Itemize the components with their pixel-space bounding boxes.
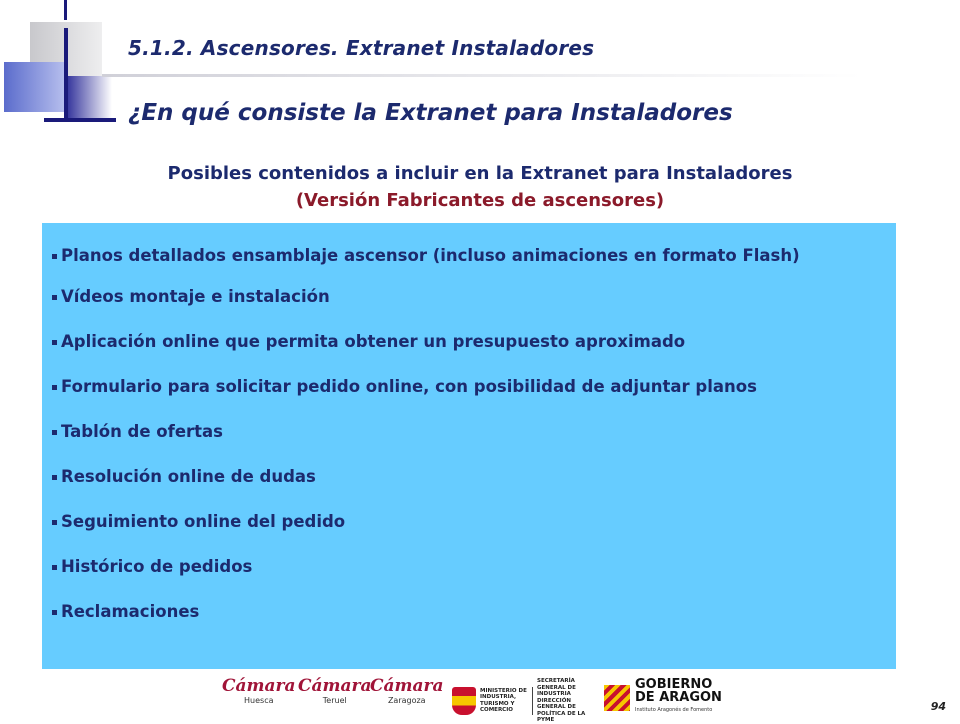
decor-underline xyxy=(102,74,862,77)
coat-of-arms-icon xyxy=(452,687,476,715)
bullet-icon xyxy=(52,520,57,525)
page-number: 94 xyxy=(930,700,946,713)
list-item xyxy=(52,376,856,398)
camara-zaragoza-logo xyxy=(370,676,444,706)
sponsor-logos xyxy=(0,676,960,723)
content-list xyxy=(42,223,896,623)
list-item xyxy=(52,601,856,623)
list-item-text: Formulario para solicitar pedido online, con posibilidad de adjuntar planos xyxy=(61,377,757,396)
logo-word: Cámara xyxy=(222,676,296,696)
bullet-icon xyxy=(52,385,57,390)
logo-word: Cámara xyxy=(298,676,372,696)
logo-word: Cámara xyxy=(370,676,444,696)
bullet-icon xyxy=(52,430,57,435)
gobierno-aragon-logo xyxy=(604,678,722,717)
ministry-logo xyxy=(452,678,595,724)
section-title: 5.1.2. Ascensores. Extranet Instaladores xyxy=(128,36,595,60)
list-item xyxy=(52,421,856,443)
list-item xyxy=(52,556,856,578)
decor-square xyxy=(4,62,66,112)
bullet-icon xyxy=(52,610,57,615)
logo-city: Huesca xyxy=(244,696,274,705)
logo-city: Teruel xyxy=(322,696,347,705)
decor-line xyxy=(64,28,68,120)
list-item-text: Histórico de pedidos xyxy=(61,557,253,576)
list-item-text: Planos detallados ensamblaje ascensor (incluso animaciones en formato Flash) xyxy=(61,246,800,265)
ministry-department-text: SECRETARÍA GENERAL DE INDUSTRIA DIRECCIÓN GENERAL DE POLÍTICA DE LA PYME xyxy=(537,678,586,723)
ministry-text: MINISTERIO DE INDUSTRIA, TURISMO Y COMERCIO xyxy=(480,687,527,714)
subtitle xyxy=(0,160,960,214)
content-box xyxy=(42,223,896,669)
bullet-icon xyxy=(52,254,57,259)
list-item-text: Seguimiento online del pedido xyxy=(61,512,346,531)
list-item xyxy=(52,286,856,308)
camara-huesca-logo xyxy=(222,676,296,706)
divider xyxy=(532,687,533,715)
list-item xyxy=(52,466,856,488)
list-item-text: Vídeos montaje e instalación xyxy=(61,287,330,306)
bullet-icon xyxy=(52,475,57,480)
page-title: ¿En qué consiste la Extranet para Instaladores xyxy=(128,100,733,126)
subtitle-line-2: (Versión Fabricantes de ascensores) xyxy=(295,190,665,211)
list-item xyxy=(52,511,856,533)
camara-teruel-logo xyxy=(298,676,372,706)
list-item xyxy=(52,331,856,353)
aragon-line-1: GOBIERNO xyxy=(635,677,713,692)
decor-line xyxy=(64,0,67,20)
aragon-institute: Instituto Aragonés de Fomento xyxy=(635,707,713,713)
subtitle-line-1: Posibles contenidos a incluir en la Extranet para Instaladores xyxy=(167,163,793,184)
aragon-flag-icon xyxy=(604,685,630,711)
bullet-icon xyxy=(52,295,57,300)
aragon-name xyxy=(635,678,722,717)
list-item xyxy=(52,245,856,267)
list-item-text: Aplicación online que permita obtener un presupuesto aproximado xyxy=(61,332,686,351)
list-item-text: Tablón de ofertas xyxy=(61,422,223,441)
bullet-icon xyxy=(52,565,57,570)
aragon-line-2: DE ARAGON xyxy=(635,690,722,705)
list-item-text: Reclamaciones xyxy=(61,602,200,621)
decor-square xyxy=(66,76,112,120)
list-item-text: Resolución online de dudas xyxy=(61,467,316,486)
bullet-icon xyxy=(52,340,57,345)
decor-line xyxy=(44,118,116,122)
logo-city: Zaragoza xyxy=(387,696,426,705)
